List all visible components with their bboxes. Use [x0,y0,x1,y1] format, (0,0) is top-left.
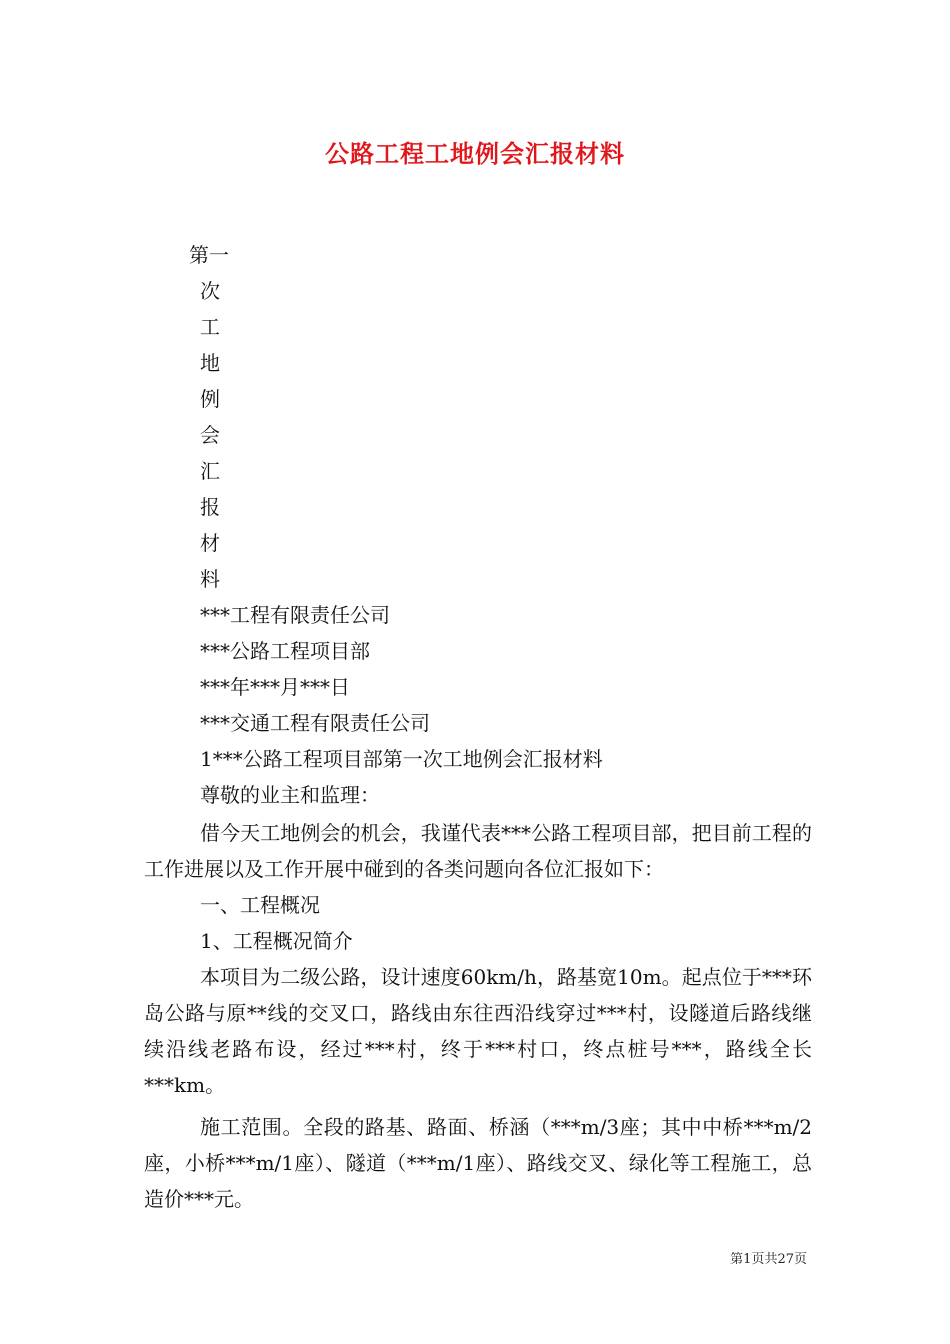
cover-vertical-char: 地 [200,351,220,375]
subsection-heading: 1、工程概况简介 [200,929,353,953]
company-name: ***工程有限责任公司 [200,603,390,627]
cover-first-line: 第一 [189,243,229,267]
cover-vertical-char: 工 [200,315,220,339]
intro-paragraph: 借今天工地例会的机会，我谨代表***公路工程项目部，把目前工程的工作进展以及工作开展中碰到的各类问题向各位汇报如下： [144,821,812,881]
salutation: 尊敬的业主和监理： [200,783,380,807]
project-overview-paragraph: 本项目为二级公路，设计速度60km/h，路基宽10m。起点位于***环岛公路与原**线的交叉口，路线由东往西沿线穿过***村，设隧道后路线继续沿线老路布设，经过***村，终于***村口，终点桩号***，路线全长***km。 [144,965,812,1097]
cover-vertical-char: 例 [200,387,220,411]
cover-vertical-char: 报 [200,495,220,519]
cover-vertical-char: 汇 [200,459,220,483]
project-department: ***公路工程项目部 [200,639,370,663]
report-heading: 1***公路工程项目部第一次工地例会汇报材料 [200,747,603,771]
cover-vertical-char: 料 [200,567,220,591]
document-title: 公路工程工地例会汇报材料 [325,139,625,168]
report-date: ***年***月***日 [200,675,350,699]
contractor-name: ***交通工程有限责任公司 [200,711,430,735]
cover-vertical-char: 会 [200,423,220,447]
cover-vertical-char: 材 [200,531,220,555]
construction-scope-paragraph: 施工范围。全段的路基、路面、桥涵（***m/3座；其中中桥***m/2座，小桥***m/1座）、隧道（***m/1座）、路线交叉、绿化等工程施工，总造价***元。 [144,1115,812,1211]
page-number: 第1页共27页 [730,1252,807,1267]
section-heading: 一、工程概况 [200,893,320,917]
cover-vertical-char: 次 [200,279,220,303]
